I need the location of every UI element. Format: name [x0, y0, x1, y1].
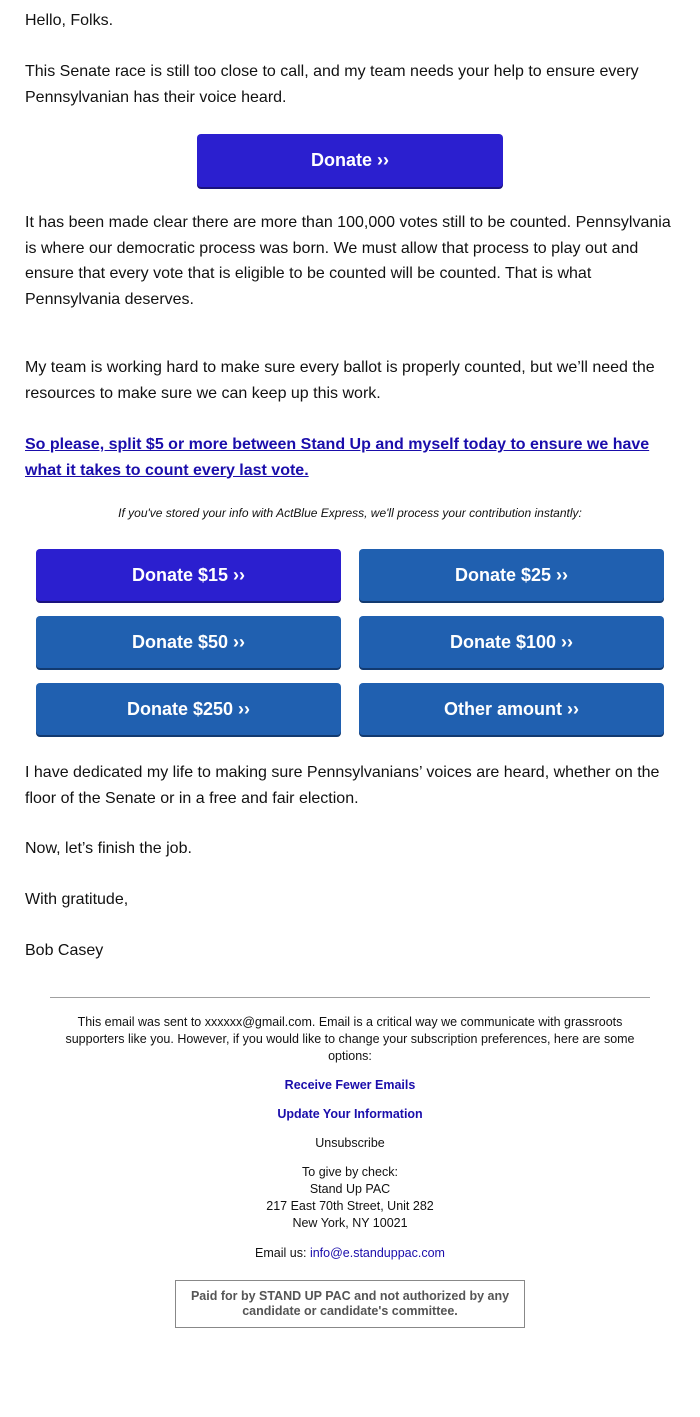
unsubscribe-link[interactable]: Unsubscribe [315, 1136, 385, 1150]
check-street: 217 East 70th Street, Unit 282 [266, 1199, 434, 1213]
signature: Bob Casey [25, 942, 104, 959]
donate-25-button[interactable]: Donate $25 ›› [359, 549, 664, 601]
check-heading: To give by check: [302, 1165, 398, 1179]
donate-other-amount-button[interactable]: Other amount ›› [359, 683, 664, 735]
check-city: New York, NY 10021 [292, 1216, 408, 1230]
contact-line [50, 1245, 650, 1262]
check-org: Stand Up PAC [309, 1182, 391, 1196]
contact-email-link[interactable]: info@e.standuppac.com [309, 1246, 445, 1260]
email-footer [50, 1014, 650, 1262]
email-us-label: Email us: [255, 1246, 310, 1260]
check-address [50, 1164, 650, 1232]
paragraph-intro: This Senate race is still too close to call, and my team needs your help to ensure every Pennsylvanian has their voice heard. [25, 63, 639, 106]
footer-divider [50, 997, 650, 998]
footer-notice: This email was sent to xxxxxx@gmail.com. Email is a critical way we communicate with grassroots supporters like you. However, if you would like to change your subscription preferences, here are some options: [65, 1015, 635, 1063]
closing: With gratitude, [25, 891, 129, 908]
paragraph-team: My team is working hard to make sure every ballot is properly counted, but we’ll need the resources to make sure we can keep up this work. [25, 359, 655, 402]
donate-15-button[interactable]: Donate $15 ›› [36, 549, 341, 601]
donate-50-button[interactable]: Donate $50 ›› [36, 616, 341, 668]
receive-fewer-emails-link[interactable]: Receive Fewer Emails [284, 1078, 416, 1092]
donate-button[interactable]: Donate ›› [197, 134, 503, 187]
paragraph-finish: Now, let’s finish the job. [25, 840, 192, 857]
actblue-express-note: If you've stored your info with ActBlue Express, we'll process your contribution instantly: [118, 506, 582, 520]
update-information-link[interactable]: Update Your Information [277, 1107, 423, 1121]
donate-ask-link[interactable]: So please, split $5 or more between Stand Up and myself today to ensure we have what it takes to count every last vote. [25, 436, 650, 479]
donate-250-button[interactable]: Donate $250 ›› [36, 683, 341, 735]
donate-100-button[interactable]: Donate $100 ›› [359, 616, 664, 668]
greeting: Hello, Folks. [25, 12, 114, 29]
paid-for-disclaimer: Paid for by STAND UP PAC and not authorized by any candidate or candidate's committee. [175, 1280, 525, 1328]
paragraph-dedication: I have dedicated my life to making sure Pennsylvanians’ voices are heard, whether on the floor of the Senate or in a free and fair election. [25, 764, 660, 807]
paragraph-votes: It has been made clear there are more than 100,000 votes still to be counted. Pennsylvania is where our democratic process was born. We must allow that process to play out and ensure that every vote that is eligible to be counted will be counted. That is what Pennsylvania deserves. [25, 214, 671, 308]
